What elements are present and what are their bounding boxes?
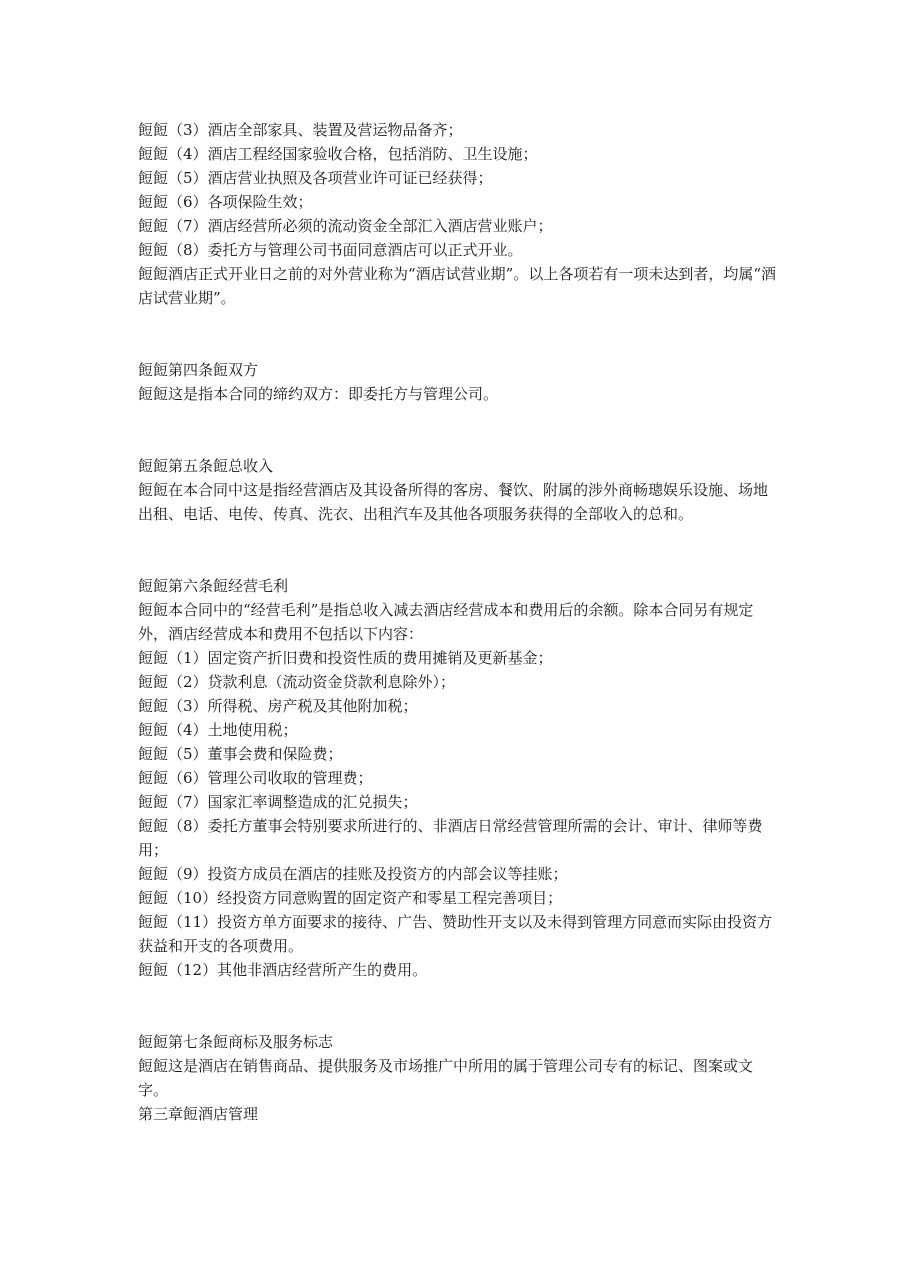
condition-4: 餖餖（4）酒店工程经国家验收合格，包括消防、卫生设施；	[138, 145, 538, 163]
article-5	[138, 454, 778, 526]
spacer	[138, 406, 778, 454]
chapter-3-title: 第三章餖酒店管理	[138, 1105, 259, 1123]
article-6-item-9: 餖餖（9）投资方成员在酒店的挂账及投资方的内部会议等挂账；	[138, 865, 568, 883]
article-7-body: 餖餖这是酒店在销售商品、提供服务及市场推广中所用的属于管理公司专有的标记、图案或文字。	[138, 1057, 754, 1099]
condition-6: 餖餖（6）各项保险生效；	[138, 193, 313, 211]
trial-period-note: 餖餖酒店正式开业日之前的对外营业称为“酒店试营业期”。以上各项若有一项未达到者，均属“酒店试营业期”。	[138, 265, 777, 307]
condition-7: 餖餖（7）酒店经营所必须的流动资金全部汇入酒店营业账户；	[138, 217, 553, 235]
article-4	[138, 358, 778, 406]
spacer	[138, 982, 778, 1030]
article-6-item-11: 餖餖（11）投资方单方面要求的接待、广告、赞助性开支以及未得到管理方同意而实际由投资方获益和开支的各项费用。	[138, 913, 773, 955]
article-6-item-2: 餖餖（2）贷款利息（流动资金贷款利息除外）；	[138, 673, 456, 691]
opening-conditions-list	[138, 118, 778, 310]
article-6-item-1: 餖餖（1）固定资产折旧费和投资性质的费用摊销及更新基金；	[138, 649, 553, 667]
article-6-item-5: 餖餖（5）董事会费和保险费；	[138, 745, 343, 763]
article-4-body: 餖餖这是指本合同的缔约双方：即委托方与管理公司。	[138, 385, 499, 403]
article-6	[138, 574, 778, 982]
article-7	[138, 1030, 778, 1102]
article-6-item-4: 餖餖（4）土地使用税；	[138, 721, 298, 739]
article-7-title: 餖餖第七条餖商标及服务标志	[138, 1033, 334, 1051]
article-5-title: 餖餖第五条餖总收入	[138, 457, 274, 475]
condition-3: 餖餖（3）酒店全部家具、装置及营运物品备齐；	[138, 121, 463, 139]
article-6-item-12: 餖餖（12）其他非酒店经营所产生的费用。	[138, 961, 428, 979]
article-5-body: 餖餖在本合同中这是指经营酒店及其设备所得的客房、餐饮、附属的涉外商畅璁娱乐设施、场地出租、电话、电传、传真、洗衣、出租汽车及其他各项服务获得的全部收入的总和。	[138, 481, 769, 523]
article-6-intro: 餖餖本合同中的“经营毛利”是指总收入减去酒店经营成本和费用后的余额。除本合同另有规定外，酒店经营成本和费用不包括以下内容：	[138, 601, 754, 643]
chapter-3	[138, 1102, 778, 1126]
article-4-title: 餖餖第四条餖双方	[138, 361, 259, 379]
spacer	[138, 310, 778, 358]
article-6-item-10: 餖餖（10）经投资方同意购置的固定资产和零星工程完善项目；	[138, 889, 563, 907]
article-6-item-7: 餖餖（7）国家汇率调整造成的汇兑损失；	[138, 793, 418, 811]
article-6-title: 餖餖第六条餖经营毛利	[138, 577, 289, 595]
article-6-item-3: 餖餖（3）所得税、房产税及其他附加税；	[138, 697, 418, 715]
condition-8: 餖餖（8）委托方与管理公司书面同意酒店可以正式开业。	[138, 241, 523, 259]
article-6-item-6: 餖餖（6）管理公司收取的管理费；	[138, 769, 373, 787]
article-6-item-8: 餖餖（8）委托方董事会特别要求所进行的、非酒店日常经营管理所需的会计、审计、律师等费用；	[138, 817, 763, 859]
spacer	[138, 526, 778, 574]
document-body	[138, 118, 778, 1126]
condition-5: 餖餖（5）酒店营业执照及各项营业许可证已经获得；	[138, 169, 493, 187]
